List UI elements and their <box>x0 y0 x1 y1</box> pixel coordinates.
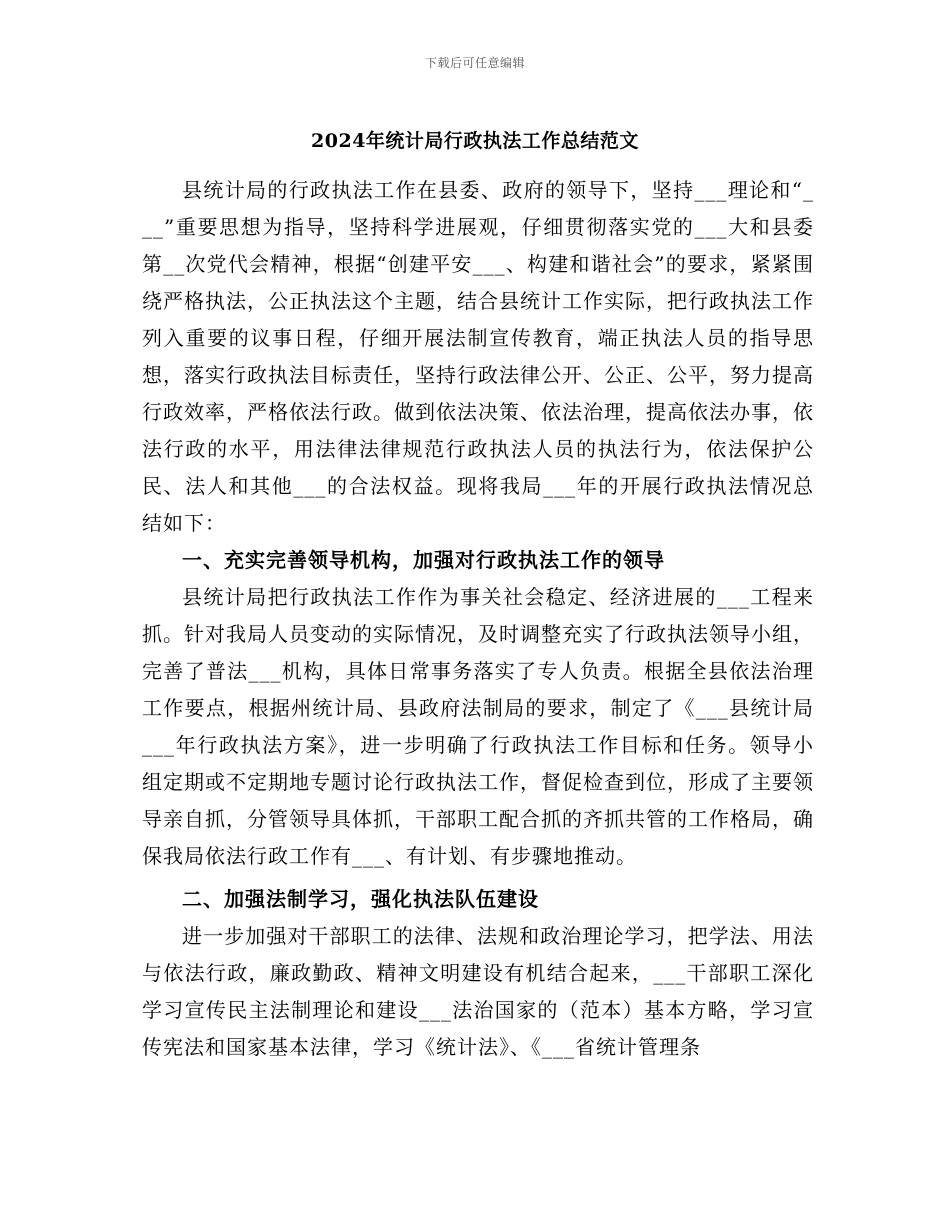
document-title: 2024年统计局行政执法工作总结范文 <box>311 130 639 152</box>
section-heading-2: 二、加强法制学习，强化执法队伍建设 <box>182 887 539 911</box>
section-body-2: 进一步加强对干部职工的法律、法规和政治理论学习，把学法、用法与依法行政，廉政勤政、精神文明建设有机结合起来，___干部职工深化学习宣传民主法制理论和建设___法治国家的（范本）基本方略，学习宣传宪法和国家基本法律，学习《统计法》、《___省统计管理条 <box>142 924 814 1059</box>
intro-paragraph: 县统计局的行政执法工作在县委、政府的领导下，坚持___理论和“___”重要思想为指导，坚持科学进展观，仔细贯彻落实党的___大和县委第__次党代会精神，根据“创建平安___、构建和谐社会”的要求，紧紧围绕严格执法，公正执法这个主题，结合县统计工作实际，把行政执法工作列入重要的议事日程，仔细开展法制宣传教育，端正执法人员的指导思想，落实行政执法目标责任，坚持行政法律公开、公正、公平，努力提高行政效率，严格依法行政。做到依法决策、依法治理，提高依法办事，依法行政的水平，用法律法律规范行政执法人员的执法行为，依法保护公民、法人和其他___的合法权益。现将我局___年的开展行政执法情况总结如下： <box>142 178 814 535</box>
section-heading-1: 一、充实完善领导机构，加强对行政执法工作的领导 <box>182 548 665 572</box>
header-note: 下载后可任意编辑 <box>424 56 525 70</box>
document-body <box>142 172 814 1066</box>
section-body-1: 县统计局把行政执法工作作为事关社会稳定、经济进展的___工程来抓。针对我局人员变动的实际情况，及时调整充实了行政执法领导小组，完善了普法___机构，具体日常事务落实了专人负责。根据全县依法治理工作要点，根据州统计局、县政府法制局的要求，制定了《___县统计局___年行政执法方案》，进一步明确了行政执法工作目标和任务。领导小组定期或不定期地专题讨论行政执法工作，督促检查到位，形成了主要领导亲自抓，分管领导具体抓，干部职工配合抓的齐抓共管的工作格局，确保我局依法行政工作有___、有计划、有步骤地推动。 <box>142 585 814 868</box>
